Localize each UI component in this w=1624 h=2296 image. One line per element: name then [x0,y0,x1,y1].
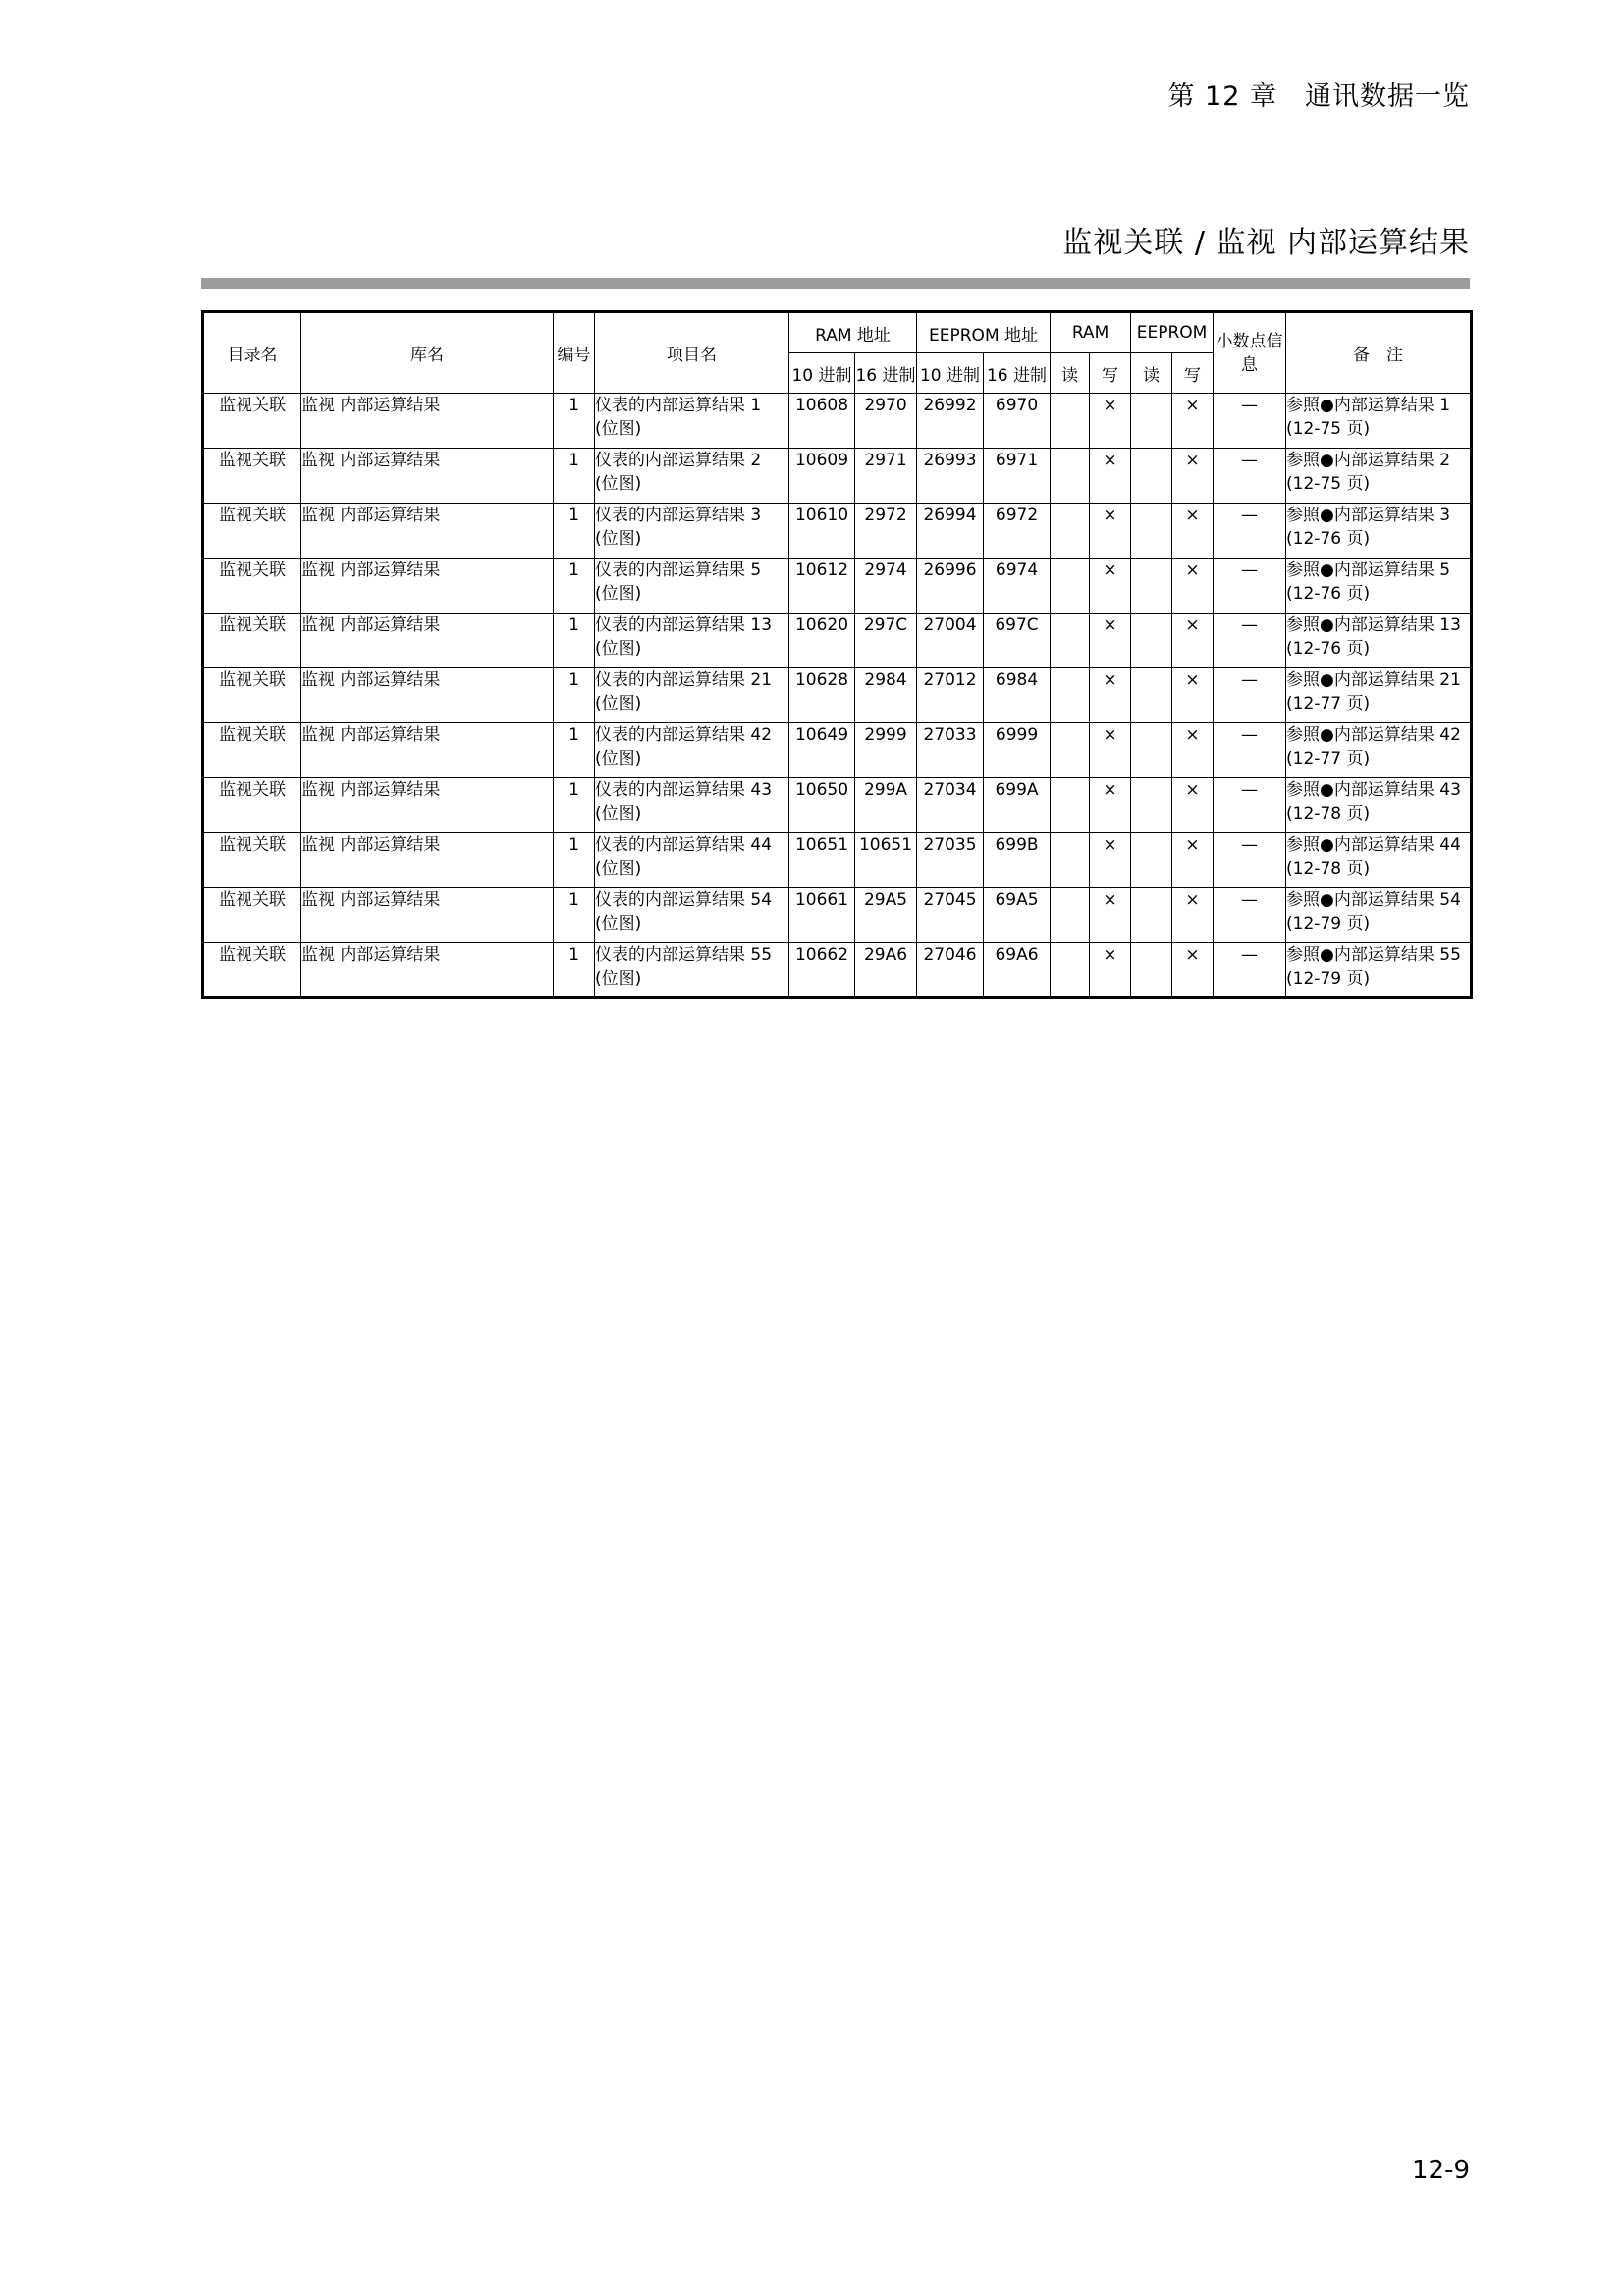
cell-ram-write: × [1090,449,1131,504]
cell-eeprom-dec: 26993 [917,449,984,504]
cell-number: 1 [554,943,595,998]
cell-item-line1: 仪表的内部运算结果 55 [595,945,773,965]
cell-remarks-line1: 参照●内部运算结果 43 [1286,780,1461,800]
cell-eeprom-dec: 27004 [917,614,984,668]
cell-remarks [1286,449,1472,504]
cell-remarks [1286,614,1472,668]
cell-item [595,394,789,449]
cell-remarks-line1: 参照●内部运算结果 2 [1286,451,1451,470]
cell-remarks-line2: (12-78 页) [1286,804,1371,824]
cell-ram-read [1051,614,1090,668]
cell-item-line1: 仪表的内部运算结果 1 [595,396,762,415]
cell-item [595,833,789,888]
cell-remarks-line2: (12-76 页) [1286,584,1371,604]
register-table [201,310,1473,999]
cell-ram-dec: 10612 [789,559,855,614]
cell-ram-write: × [1090,504,1131,559]
cell-eeprom-read [1131,888,1172,943]
cell-item-line1: 仪表的内部运算结果 43 [595,780,773,800]
cell-eeprom-write: × [1172,394,1214,449]
cell-ram-dec: 10610 [789,504,855,559]
cell-ram-hex: 2971 [855,449,917,504]
cell-eeprom-dec: 27045 [917,888,984,943]
cell-item-line2: (位图) [595,694,642,714]
cell-ram-dec: 10662 [789,943,855,998]
cell-ram-hex: 2984 [855,668,917,723]
cell-remarks-line1: 参照●内部运算结果 13 [1286,615,1461,635]
cell-eeprom-read [1131,614,1172,668]
cell-remarks [1286,723,1472,778]
cell-eeprom-write: × [1172,504,1214,559]
cell-eeprom-hex: 6971 [984,449,1051,504]
header-eeprom-dec: 10 进制 [917,353,984,394]
header-decimal-info: 小数点信息 [1214,312,1286,394]
cell-catalog: 监视关联 [203,668,301,723]
cell-ram-dec: 10620 [789,614,855,668]
cell-library: 监视 内部运算结果 [301,559,554,614]
header-eeprom-write: 写 [1172,353,1214,394]
cell-remarks-line2: (12-78 页) [1286,859,1371,879]
header-divider [201,278,1470,289]
cell-catalog: 监视关联 [203,833,301,888]
cell-item-line1: 仪表的内部运算结果 3 [595,506,762,525]
cell-eeprom-write: × [1172,778,1214,833]
cell-ram-write: × [1090,668,1131,723]
table-row [203,668,1472,723]
cell-ram-dec: 10651 [789,833,855,888]
cell-library: 监视 内部运算结果 [301,778,554,833]
cell-catalog: 监视关联 [203,614,301,668]
cell-remarks-line1: 参照●内部运算结果 5 [1286,561,1451,580]
cell-ram-write: × [1090,943,1131,998]
cell-eeprom-hex: 6999 [984,723,1051,778]
cell-eeprom-write: × [1172,614,1214,668]
cell-eeprom-hex: 697C [984,614,1051,668]
cell-ram-write: × [1090,888,1131,943]
cell-remarks-line2: (12-77 页) [1286,694,1371,714]
cell-ram-read [1051,394,1090,449]
cell-number: 1 [554,888,595,943]
cell-library: 监视 内部运算结果 [301,888,554,943]
table-row [203,943,1472,998]
cell-library: 监视 内部运算结果 [301,723,554,778]
cell-decimal-info: — [1214,614,1286,668]
cell-item-line2: (位图) [595,749,642,769]
header-ram-read: 读 [1051,353,1090,394]
cell-remarks-line1: 参照●内部运算结果 1 [1286,396,1451,415]
header-row-1 [203,312,1472,353]
cell-catalog: 监视关联 [203,559,301,614]
header-item: 项目名 [595,312,789,394]
cell-catalog: 监视关联 [203,394,301,449]
cell-library: 监视 内部运算结果 [301,833,554,888]
cell-remarks [1286,394,1472,449]
cell-eeprom-read [1131,668,1172,723]
cell-catalog: 监视关联 [203,449,301,504]
cell-item-line2: (位图) [595,969,642,988]
cell-item [595,888,789,943]
cell-ram-hex: 29A5 [855,888,917,943]
header-remarks: 备 注 [1286,312,1472,394]
cell-item [595,449,789,504]
cell-ram-dec: 10661 [789,888,855,943]
cell-number: 1 [554,614,595,668]
header-library: 库名 [301,312,554,394]
cell-item-line1: 仪表的内部运算结果 44 [595,835,773,855]
cell-ram-read [1051,943,1090,998]
header-eeprom: EEPROM [1131,312,1214,353]
cell-remarks [1286,504,1472,559]
table-row [203,723,1472,778]
section-title: 监视关联 / 监视 内部运算结果 [1062,226,1470,260]
cell-remarks-line2: (12-77 页) [1286,749,1371,769]
cell-eeprom-hex: 6984 [984,668,1051,723]
cell-ram-hex: 29A6 [855,943,917,998]
cell-decimal-info: — [1214,504,1286,559]
cell-remarks [1286,559,1472,614]
cell-library: 监视 内部运算结果 [301,614,554,668]
cell-item-line2: (位图) [595,859,642,879]
cell-item-line1: 仪表的内部运算结果 42 [595,725,773,745]
cell-library: 监视 内部运算结果 [301,449,554,504]
cell-item-line1: 仪表的内部运算结果 5 [595,561,762,580]
cell-eeprom-dec: 27033 [917,723,984,778]
cell-eeprom-hex: 6974 [984,559,1051,614]
cell-ram-read [1051,833,1090,888]
header-ram-dec: 10 进制 [789,353,855,394]
cell-eeprom-write: × [1172,723,1214,778]
header-eeprom-hex: 16 进制 [984,353,1051,394]
cell-eeprom-write: × [1172,833,1214,888]
cell-eeprom-read [1131,449,1172,504]
cell-decimal-info: — [1214,833,1286,888]
cell-ram-write: × [1090,614,1131,668]
cell-number: 1 [554,449,595,504]
cell-ram-hex: 2974 [855,559,917,614]
cell-item-line2: (位图) [595,584,642,604]
cell-item [595,559,789,614]
cell-remarks-line1: 参照●内部运算结果 44 [1286,835,1461,855]
cell-eeprom-hex: 699A [984,778,1051,833]
cell-ram-read [1051,778,1090,833]
cell-library: 监视 内部运算结果 [301,943,554,998]
header-ram-write: 写 [1090,353,1131,394]
cell-decimal-info: — [1214,449,1286,504]
cell-eeprom-hex: 69A6 [984,943,1051,998]
header-ram: RAM [1051,312,1131,353]
cell-eeprom-write: × [1172,449,1214,504]
cell-number: 1 [554,504,595,559]
cell-ram-read [1051,723,1090,778]
cell-eeprom-dec: 26994 [917,504,984,559]
cell-item-line1: 仪表的内部运算结果 54 [595,890,773,910]
cell-item-line1: 仪表的内部运算结果 21 [595,670,773,690]
cell-remarks-line2: (12-75 页) [1286,419,1371,439]
cell-item-line2: (位图) [595,419,642,439]
cell-ram-read [1051,888,1090,943]
cell-remarks [1286,943,1472,998]
table-body [203,394,1472,998]
cell-eeprom-read [1131,943,1172,998]
cell-catalog: 监视关联 [203,943,301,998]
cell-eeprom-hex: 69A5 [984,888,1051,943]
cell-ram-dec: 10649 [789,723,855,778]
table-row [203,888,1472,943]
header-ram-address: RAM 地址 [789,312,917,353]
cell-remarks-line2: (12-75 页) [1286,474,1371,494]
cell-decimal-info: — [1214,559,1286,614]
header-eeprom-read: 读 [1131,353,1172,394]
cell-ram-write: × [1090,559,1131,614]
cell-eeprom-write: × [1172,668,1214,723]
cell-remarks-line1: 参照●内部运算结果 55 [1286,945,1461,965]
cell-remarks-line2: (12-79 页) [1286,914,1371,934]
cell-eeprom-dec: 26996 [917,559,984,614]
cell-ram-write: × [1090,723,1131,778]
cell-item-line2: (位图) [595,914,642,934]
cell-item-line2: (位图) [595,639,642,659]
cell-eeprom-read [1131,394,1172,449]
cell-ram-hex: 2970 [855,394,917,449]
cell-number: 1 [554,668,595,723]
table-row [203,833,1472,888]
cell-number: 1 [554,778,595,833]
cell-ram-hex: 10651 [855,833,917,888]
header-ram-hex: 16 进制 [855,353,917,394]
cell-ram-hex: 299A [855,778,917,833]
header-catalog: 目录名 [203,312,301,394]
cell-eeprom-read [1131,559,1172,614]
cell-remarks-line2: (12-76 页) [1286,529,1371,549]
cell-item-line1: 仪表的内部运算结果 2 [595,451,762,470]
table-row [203,778,1472,833]
cell-decimal-info: — [1214,943,1286,998]
cell-decimal-info: — [1214,778,1286,833]
cell-decimal-info: — [1214,394,1286,449]
cell-eeprom-hex: 6972 [984,504,1051,559]
cell-eeprom-dec: 27034 [917,778,984,833]
header-eeprom-address: EEPROM 地址 [917,312,1051,353]
cell-catalog: 监视关联 [203,504,301,559]
header-number: 编号 [554,312,595,394]
cell-catalog: 监视关联 [203,888,301,943]
cell-eeprom-write: × [1172,943,1214,998]
cell-ram-hex: 297C [855,614,917,668]
cell-remarks [1286,833,1472,888]
cell-item [595,943,789,998]
cell-item [595,778,789,833]
cell-eeprom-read [1131,833,1172,888]
cell-ram-hex: 2972 [855,504,917,559]
cell-ram-dec: 10628 [789,668,855,723]
cell-library: 监视 内部运算结果 [301,504,554,559]
cell-catalog: 监视关联 [203,778,301,833]
cell-number: 1 [554,833,595,888]
cell-eeprom-hex: 6970 [984,394,1051,449]
cell-decimal-info: — [1214,888,1286,943]
cell-number: 1 [554,394,595,449]
cell-number: 1 [554,723,595,778]
cell-item [595,723,789,778]
cell-ram-hex: 2999 [855,723,917,778]
cell-number: 1 [554,559,595,614]
cell-library: 监视 内部运算结果 [301,394,554,449]
table-row [203,614,1472,668]
cell-item-line2: (位图) [595,804,642,824]
cell-ram-write: × [1090,778,1131,833]
cell-remarks [1286,668,1472,723]
cell-eeprom-dec: 26992 [917,394,984,449]
chapter-heading: 第 12 章 通讯数据一览 [1167,81,1470,112]
cell-remarks-line2: (12-76 页) [1286,639,1371,659]
table-row [203,559,1472,614]
table-row [203,394,1472,449]
cell-eeprom-read [1131,723,1172,778]
cell-decimal-info: — [1214,668,1286,723]
cell-item [595,668,789,723]
cell-eeprom-hex: 699B [984,833,1051,888]
cell-item [595,614,789,668]
cell-ram-write: × [1090,394,1131,449]
table-row [203,449,1472,504]
cell-eeprom-dec: 27046 [917,943,984,998]
cell-ram-read [1051,504,1090,559]
cell-eeprom-write: × [1172,559,1214,614]
cell-ram-write: × [1090,833,1131,888]
cell-remarks [1286,888,1472,943]
page-number: 12-9 [1411,2156,1470,2185]
cell-ram-dec: 10609 [789,449,855,504]
cell-catalog: 监视关联 [203,723,301,778]
cell-item-line2: (位图) [595,474,642,494]
cell-library: 监视 内部运算结果 [301,668,554,723]
table-row [203,504,1472,559]
cell-ram-dec: 10650 [789,778,855,833]
cell-remarks-line2: (12-79 页) [1286,969,1371,988]
cell-decimal-info: — [1214,723,1286,778]
cell-item-line2: (位图) [595,529,642,549]
cell-ram-dec: 10608 [789,394,855,449]
cell-eeprom-dec: 27035 [917,833,984,888]
cell-ram-read [1051,668,1090,723]
cell-item [595,504,789,559]
cell-eeprom-write: × [1172,888,1214,943]
cell-remarks-line1: 参照●内部运算结果 3 [1286,506,1451,525]
cell-remarks [1286,778,1472,833]
cell-remarks-line1: 参照●内部运算结果 42 [1286,725,1461,745]
cell-eeprom-read [1131,778,1172,833]
cell-eeprom-read [1131,504,1172,559]
cell-ram-read [1051,559,1090,614]
cell-eeprom-dec: 27012 [917,668,984,723]
cell-remarks-line1: 参照●内部运算结果 54 [1286,890,1461,910]
cell-item-line1: 仪表的内部运算结果 13 [595,615,773,635]
cell-ram-read [1051,449,1090,504]
cell-remarks-line1: 参照●内部运算结果 21 [1286,670,1461,690]
